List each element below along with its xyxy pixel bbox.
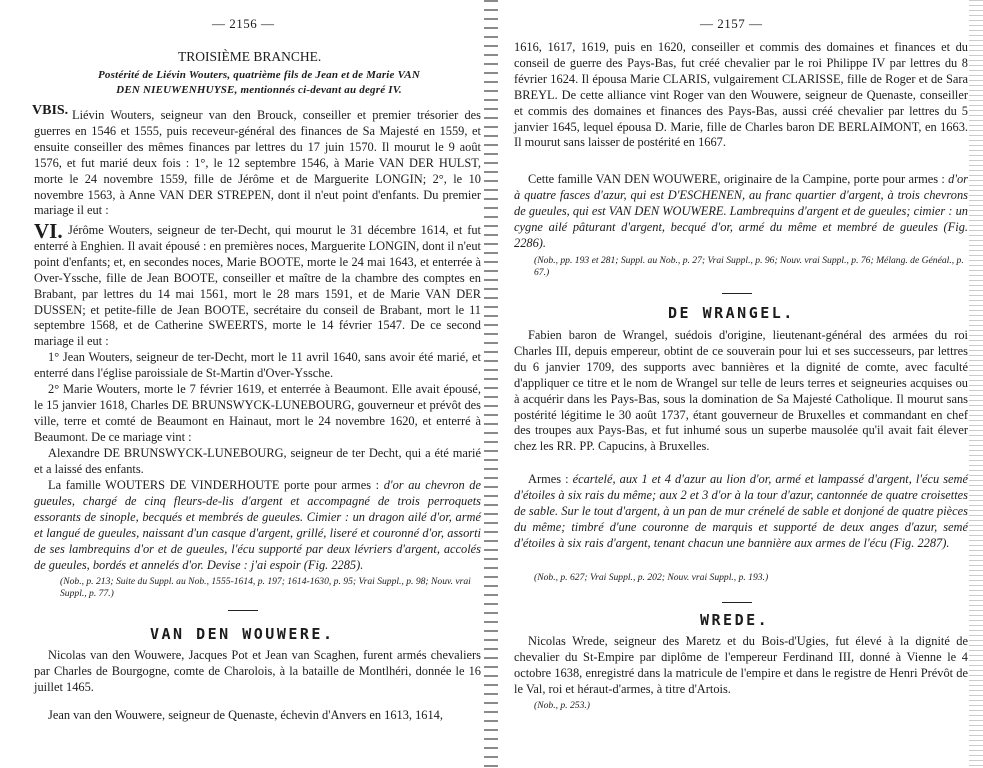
arms-vdw-blazon: d'or à quatre fasces d'azur, qui est D'ESCHENEN, au franc quartier d'argent, à trois chevrons de gueules, qui est VAN DEN WOUWERE. Lambrequins d'argent et de gueules; cimier : un cygne ailé pâturant d'argent, becqué d'or, armé du même et membré de gueules (Fig. 2286). bbox=[514, 172, 968, 250]
references-wrede: (Nob., p. 253.) bbox=[534, 700, 590, 711]
left-page bbox=[0, 0, 490, 768]
arms-wouters-blazon: d'or au chevron de gueules, chargé de cinq fleurs-de-lis d'argent et accompagné de trois perroquets essorants de sinople, becqués et membrés de gueules. Cimier : un dragon ailé d'or, armé et langué de gueules, naissant d'un casque d'argent, grillé, liseré et couronné d'or, assorti de ses lambrequins d'or et de gueules, l'écu supporté par deux lévriers d'argent, accolés de gueules, bordés et annelés d'or. Devise : j'ai espoir (Fig. 2285). bbox=[34, 478, 481, 572]
arms-vdw-intro: Cette famille VAN DEN WOUWERE, originaire de la Campine, porte pour armes : bbox=[528, 172, 945, 186]
paragraph-degree-vi: Jérôme Wouters, seigneur de ter-Decht, qui mourut le 31 décembre 1614, et fut enterré à Enghien. Il avait épousé : en premières noces, Marguerite LONGIN, dont il n'eut point d'enfants; et, en secondes noces, Marie BOOTE, morte le 24 mai 1643, et enterrée à Over-Yssche, fille de Jean BOOTE, conseiller et maître de la chambre des comptes en Brabant, par lettres du 14 mai 1561, mort le 28 mars 1591, et de Marie VAN DER DUSSEN; et petite-fille de Jean BOOTE, secrétaire du conseil de Brabant, mort le 11 septembre 1568, et de Catherine SWEERTS, morte le 14 février 1547. De ce second mariage il eut : bbox=[34, 223, 481, 349]
section-heading-troisieme-branche: TROISIÈME BRANCHE. bbox=[178, 49, 322, 64]
section-title-de-wrangel: DE WRANGEL. bbox=[668, 304, 795, 322]
arms-wrangel-intro: Armes : bbox=[528, 472, 569, 486]
arms-van-den-wouwere bbox=[514, 172, 968, 252]
paragraph-continuation: 1616, 1617, 1619, puis en 1620, conseiller et commis des domaines et finances et du conseil de guerre des Pays-Bas, fut créé chevalier par le roi Philippe IV par lettres du 8 février 1624. Il épousa Marie CLARIS, vulgairement CLARISSE, fille de Roger et de Sara BREYL. De cette alliance vint Roger van den Wouwere, seigneur de Quenaste, conseiller et commis des domaines et finances des Pays-Bas, aussi créé chevalier par lettres du 5 janvier 1645, lequel épousa D. Marie, fille de Charles baron DE BERLAIMONT, en 1663. Il mourut sans laisser de postérité en 1667. bbox=[514, 40, 968, 150]
arms-wrangel bbox=[514, 472, 968, 552]
subheading-line-2: DEN NIEUWENHUYSE, mentionnés ci-devant au degré IV. bbox=[116, 84, 402, 96]
page-number-right: — 2157 — bbox=[700, 16, 763, 31]
scan-edge-noise bbox=[969, 0, 983, 768]
paragraph-degree-v: Liévin Wouters, seigneur van den Brouck, conseiller et premier trésorier des guerres en 1546 et 1555, puis receveur-général des finances de Sa Majesté en 1559, et ensuite conseiller des mêmes finances par lettres du 17 juin 1570. Il mourut le 9 août 1576, et fut marié deux fois : 1°, le 12 septembre 1546, à Marie VAN DER HULST, morte le 24 novembre 1559, fille de Jérôme et de Marguerite LONGIN; 2°, le 10 novembre 1563, à Anne VAN DER STREPEN, dont il n'eut point d'enfants. Du premier mariage il eut : bbox=[34, 108, 481, 218]
degree-v-marker: VBIS. bbox=[32, 103, 69, 118]
divider-rule-3 bbox=[722, 602, 752, 603]
divider-rule-2 bbox=[722, 293, 752, 294]
page-number-left: — 2156 — bbox=[212, 16, 275, 31]
right-page bbox=[490, 0, 983, 768]
child-marie-wouters: 2° Marie Wouters, morte le 7 février 1619, et enterrée à Beaumont. Elle avait épousé, le 15 janvier 1618, Charles DE BRUNSWYCK-LUNEBOURG, gouverneur et prévôt des ville, terre et comté de Beaumont en Hainaut, mort le 24 novembre 1620, et enterré à Beaumont. De ce mariage vint : bbox=[34, 382, 481, 444]
child-jean-wouters: 1° Jean Wouters, seigneur de ter-Decht, mort le 11 avril 1640, sans avoir été marié, et enterré dans l'église paroissiale de St-Martin d'Over-Yssche. bbox=[34, 350, 481, 380]
paragraph-vdw-1: Nicolas van den Wouwere, Jacques Pot et Jean van Scaghen, furent armés chevaliers par Charles de Bourgogne, comte de Charolois, à la bataille de Montlhéri, donnée le 16 juillet 1465. bbox=[34, 648, 481, 694]
references-vdw: (Nob., pp. 193 et 281; Suppl. au Nob., p. 27; Vrai Suppl., p. 96; Nouv. vrai Suppl., p. 76; Mélang. de Généal., p. 67.) bbox=[534, 255, 964, 278]
references-wouters: (Nob., p. 213; Suite du Suppl. au Nob., 1555-1614, p. 197; 1614-1630, p. 95; Vrai Suppl., p. 98; Nouv. vrai Suppl., p. 77.) bbox=[60, 576, 471, 599]
grandchild-alexandre: Alexandre DE BRUNSWYCK-LUNEBOURG, seigneur de ter Decht, qui a été marié et a laissé des enfants. bbox=[34, 446, 481, 476]
degree-vi-marker: VI. bbox=[34, 219, 63, 243]
arms-wrangel-blazon: écartelé, aux 1 et 4 d'azur au lion d'or, armé et lampassé d'argent, l'écu semé d'étoiles à six rais du même; aux 2 et 3 d'or à la tour d'azur, cantonnée de quatre croisettes de sable. Sur le tout d'argent, à un pan de mur crénelé de sable et donjoné de quatre pièces du même; timbré d'une couronne de marquis et supporté de deux anges d'azur, semé d'étoiles à six rais d'argent, tenant chacun une bannière aux armes de l'écu (Fig. 2287). bbox=[514, 472, 968, 550]
paragraph-wrede: Nicolas Wrede, seigneur des Maretz et du Bois-d'Ugies, fut élevé à la dignité de chevalier du St-Empire par diplôme de l'empereur Ferdinand III, donné à Vienne le 4 octobre 1638, enregistré dans la matricule de l'empire et dans le registre de Henri Prévôt de le Val, roi et héraut-d'armes, à titre d'Artois. bbox=[514, 634, 968, 696]
paragraph-wrangel: Fabien baron de Wrangel, suédois d'origine, lieutenant-général des armées du roi Charles III, depuis empereur, obtint de ce souverain pour lui et ses successeurs, par lettres du 6 janvier 1709, des supports avec bannières et la dignité de comte, avec faculté d'appliquer ce titre et le nom de Wrangel sur telle de leurs terres et seigneuries acquises ou à acquérir dans les Pays-Bas, sous la domination de Sa Majesté Catholique. Il mourut sans postérité légitime le 30 août 1737, étant gouverneur de Bruxelles et commandant en chef des troupes aux Pays-Bas, et fut inhumé sous un superbe mausolée qu'il avait fait élever chez les RR. PP. Capucins, à Bruxelles. bbox=[514, 328, 968, 454]
divider-rule bbox=[228, 610, 258, 611]
paragraph-vdw-2: Jean van den Wouwere, seigneur de Quenaste, échevin d'Anvers en 1613, 1614, bbox=[48, 708, 443, 722]
arms-wouters-intro: La famille WOUTERS DE VINDERHOUTE porte pour armes : bbox=[48, 478, 380, 492]
section-title-wrede: WREDE. bbox=[700, 611, 770, 629]
subheading-line-1: Postérité de Liévin Wouters, quatrième fils de Jean et de Marie VAN bbox=[98, 69, 420, 81]
section-title-van-den-wouwere: VAN DEN WOUWERE. bbox=[150, 625, 335, 643]
references-wrangel: (Nob., p. 627; Vrai Suppl., p. 202; Nouv. vrai Suppl., p. 193.) bbox=[534, 572, 769, 583]
arms-wouters bbox=[34, 478, 481, 573]
